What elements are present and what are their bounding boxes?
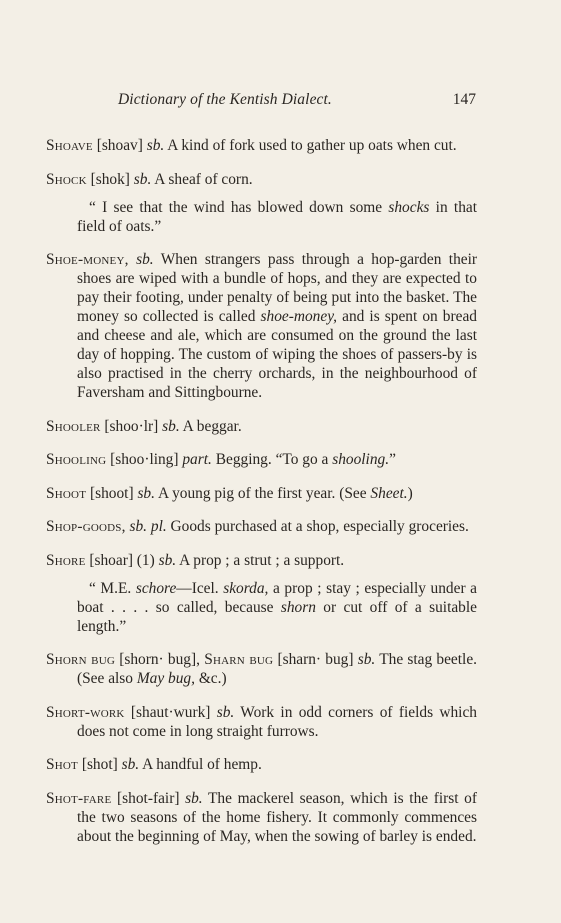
definition: A young pig of the first year. (See [154,484,371,502]
headword: Shoe-money, [46,251,129,268]
definition: Work in odd corners of fields which does not come in long straight furrows. [77,703,477,740]
entry-short-work [46,703,477,741]
headword: Shot [46,756,78,773]
quote-italic: skorda, [223,580,269,597]
entry-shot-fare [46,789,477,846]
headword: Short-work [46,703,125,721]
definition: ) [407,484,413,502]
definition: A kind of fork used to gather up oats when cut. [164,137,457,154]
definition-italic: May bug, [136,670,195,687]
quote-text: a prop ; stay ; especially under a boat . . . . so called, because [77,580,477,616]
definition: A handful of hemp. [139,756,262,773]
pronunciation: [sharn· bug] [273,651,358,668]
definition: A beggar. [179,417,242,435]
pronunciation: [shot] [77,756,122,773]
entry-shop-goods [46,517,477,536]
part-of-speech: sb. [162,417,180,435]
part-of-speech: sb. [158,551,177,569]
headword: Shot-fare [46,789,112,807]
part-of-speech: sb. [216,703,235,721]
quote-italic: shocks [388,199,430,216]
entry-shoe-money [46,250,477,402]
definition-italic: shoe-money, [260,308,338,325]
entry-shoave [46,136,477,155]
pronunciation: [shoav] [92,137,147,154]
part-of-speech: sb. [128,251,154,268]
entry-shot [46,755,477,774]
entry-shooling [46,450,477,469]
headword: Shore [46,551,86,569]
headword: Shoot [46,484,87,502]
part-of-speech: sb. [146,137,165,154]
headword: Shoave [46,137,93,154]
definition: and is spent on bread and cheese and ale, which are consumed on the ground the last day of hopping. The custom of wiping the shoes of passers-by is also practised in the cherry orchards, in the neighbourhood of Faversham and Sittingbourne. [77,308,477,401]
headword: Shock [46,170,87,188]
dictionary-entries [46,136,477,860]
running-title: Dictionary of the Kentish Dialect. [118,91,332,108]
page-header [46,91,476,113]
part-of-speech: sb. [185,789,203,807]
definition: The mackerel season, which is the first of the two seasons of the home fishery. It commonly commences about the beginning of May, when the sowing of barley is ended. [77,789,477,845]
pronunciation: [shoo·ling] [106,451,183,468]
definition-italic: Sheet. [370,484,408,502]
entry-shorn-bug [46,650,477,688]
headword: Shooler [46,417,101,435]
pronunciation: [shaut·wurk] [124,703,217,721]
definition: A sheaf of corn. [151,170,253,188]
pronunciation: [shok] [86,170,134,188]
entry-shock [46,170,477,189]
page-number: 147 [452,91,476,108]
headword: Shop-goods, [46,518,126,535]
part-of-speech: sb. pl. [125,518,167,535]
headword: Shooling [46,451,107,468]
quote-text: or cut off of a suitable length.” [77,599,477,635]
definition-italic: shooling. [332,451,390,468]
quote-text: “ M.E. [89,580,136,597]
pronunciation: [shoar] (1) [85,551,159,569]
definition: &c.) [194,670,227,687]
entry-shooler [46,417,477,436]
quotation-shocks [46,198,477,236]
quote-text: “ I see that the wind has blowed down some [89,199,389,216]
pronunciation: [shoot] [86,484,138,502]
entry-shoot [46,484,477,503]
entry-shore [46,551,477,570]
pronunciation: [shorn· bug], [115,651,205,668]
headword: Shorn bug [46,651,115,668]
headword-variant: Sharn bug [204,651,274,668]
part-of-speech: part. [182,451,212,468]
quote-italic: shorn [280,599,316,616]
definition: A prop ; a strut ; a support. [176,551,345,569]
part-of-speech: sb. [357,651,376,668]
definition: When strangers pass through a hop-garden their shoes are wiped with a bundle of hops, and they are expected to pay their footing, under penalty of being put into the basket. The money so collected is called [77,251,477,325]
quote-italic: schore [135,580,177,597]
pronunciation: [shot-fair] [111,789,186,807]
part-of-speech: sb. [137,484,155,502]
quote-text: in that field of oats.” [77,199,477,235]
definition: The stag beetle. (See also [77,651,477,687]
quotation-shore [46,579,477,636]
definition: Goods purchased at a shop, especially groceries. [166,518,469,535]
definition: ” [389,451,396,468]
quote-text: —Icel. [176,580,224,597]
part-of-speech: sb. [133,170,152,188]
definition: Begging. “To go a [211,451,333,468]
part-of-speech: sb. [121,756,140,773]
pronunciation: [shoo·lr] [100,417,163,435]
